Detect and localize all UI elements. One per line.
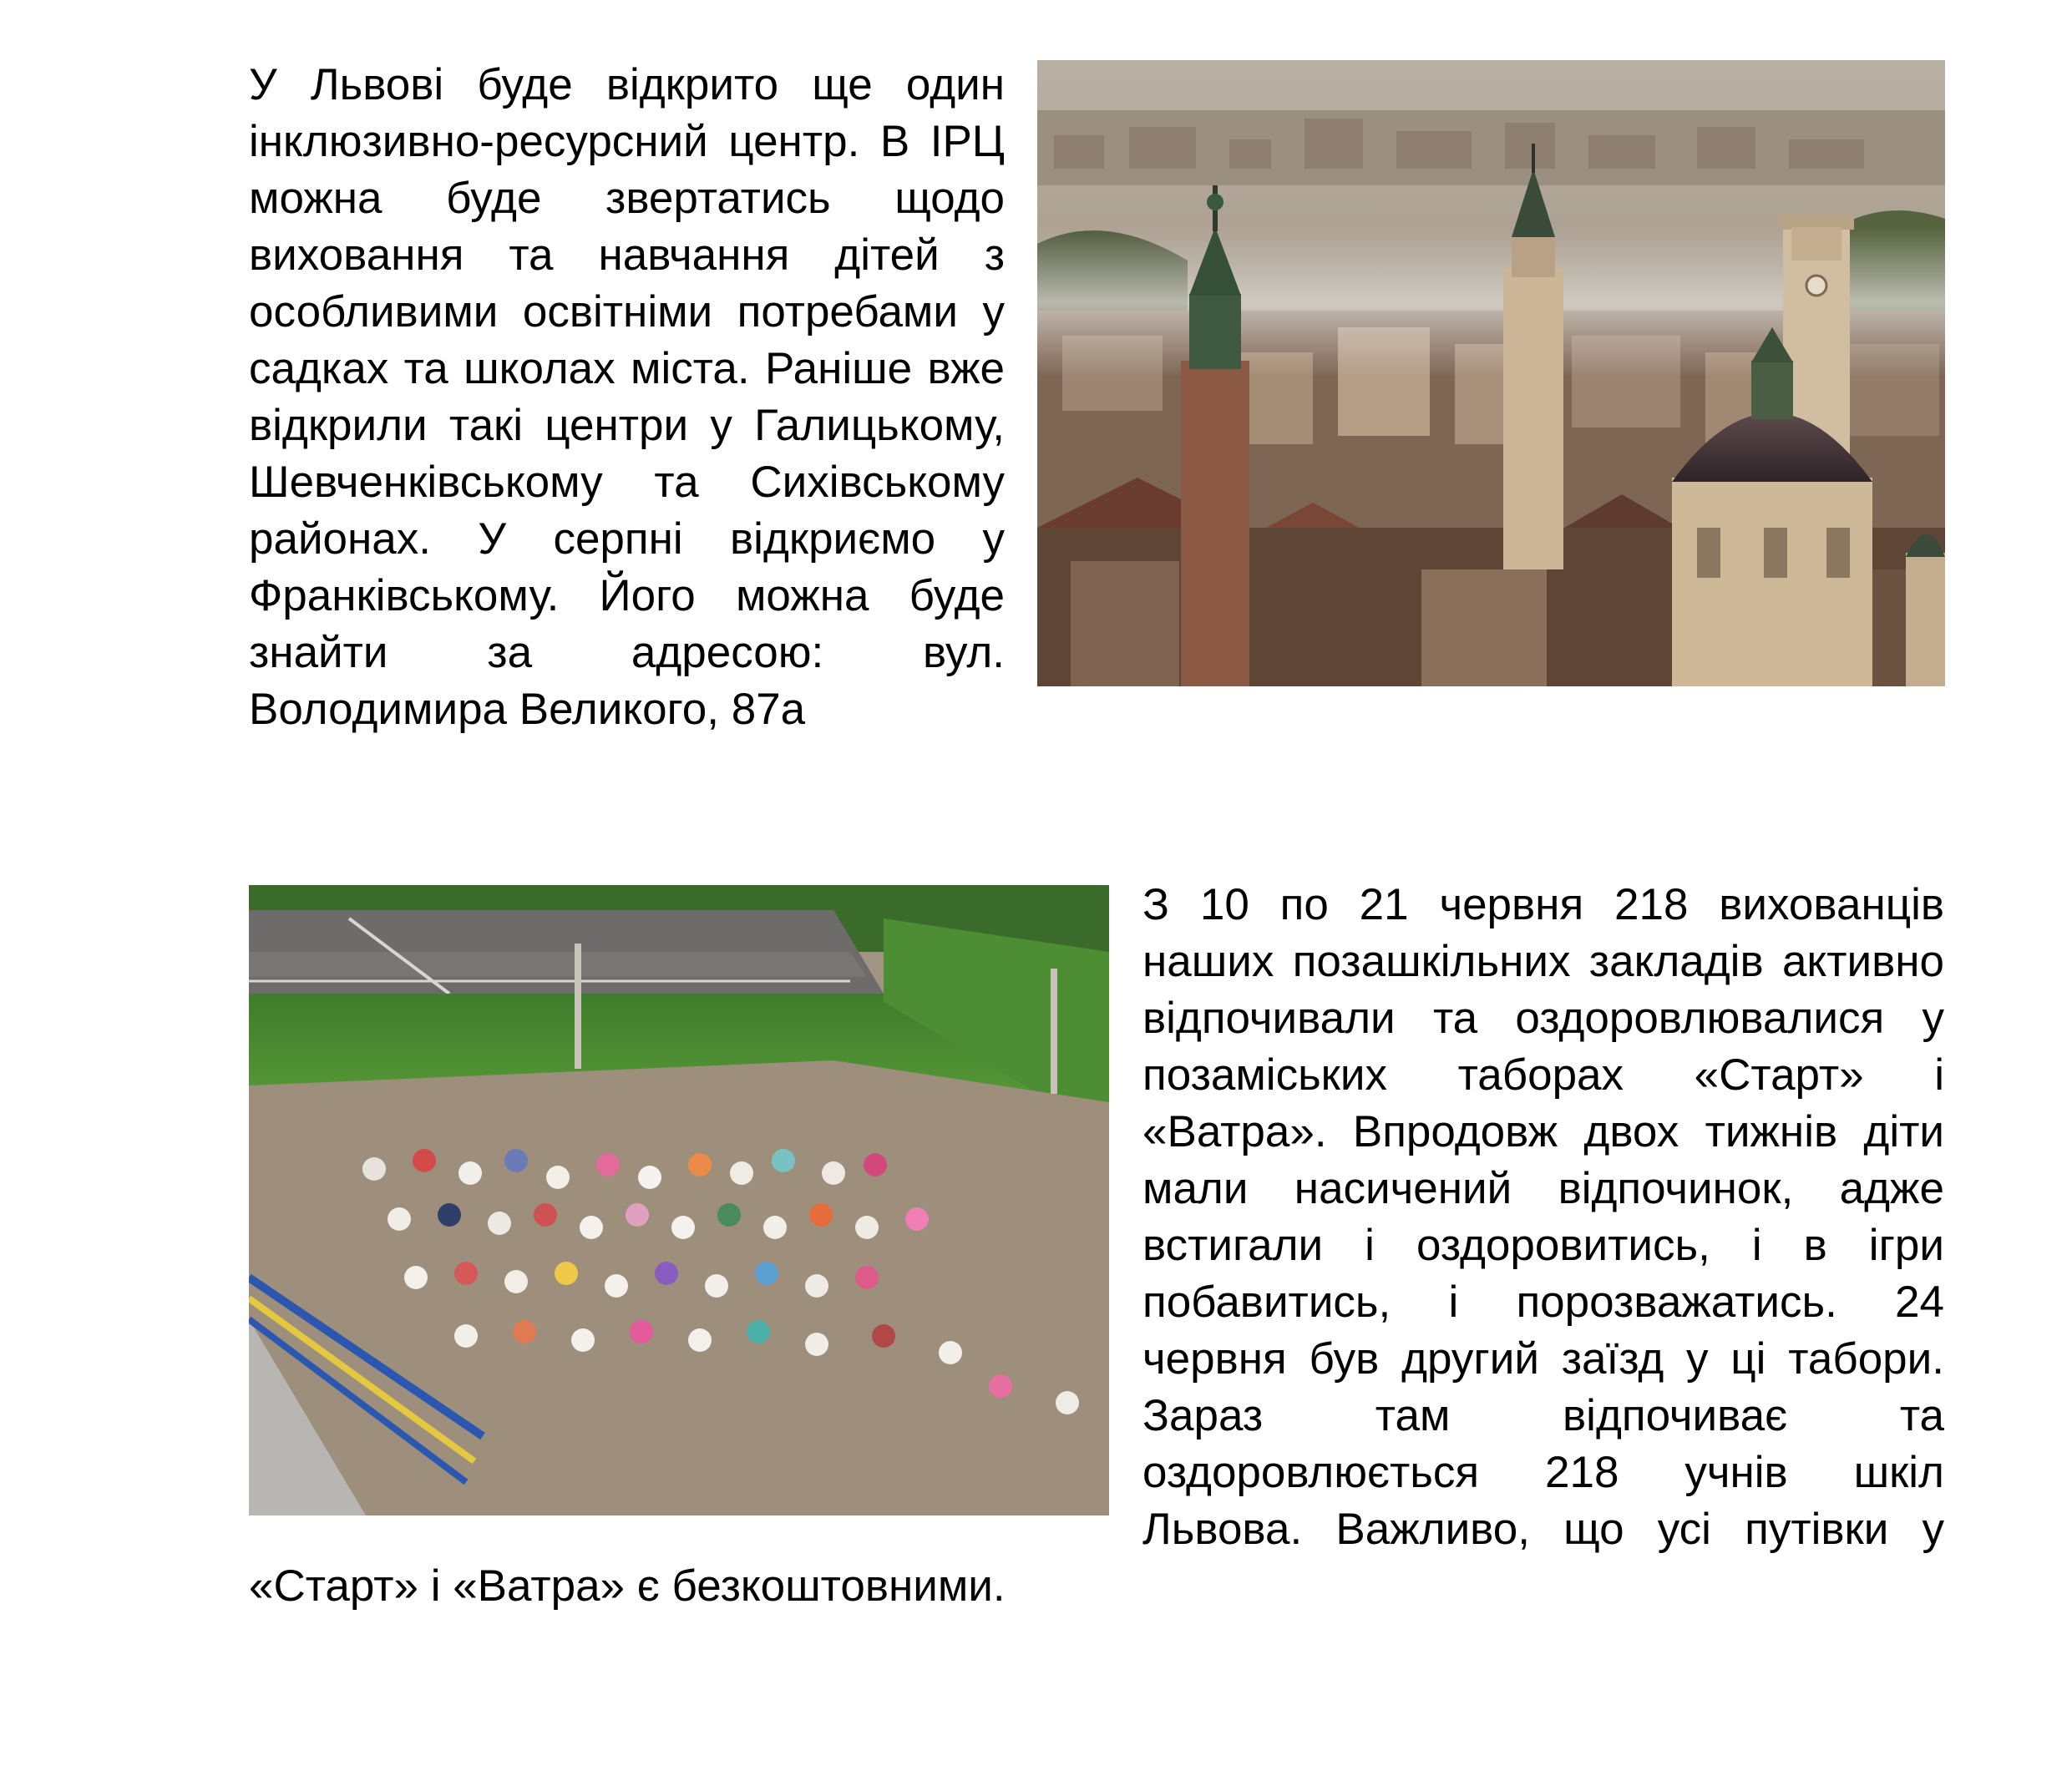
article-summer-camps-text: З 10 по 21 червня 218 вихованців наших позашкільних закладів активно відпочивали та оздоровлювалися у позаміських таборах «Старт» і «Ватра». Впродовж двох тижнів діти мали насичений відпочинок, адже встигали і оздоровитись, і в ігри побавитись, і порозважатись. 24 червня був другий заїзд у ці табори. Зараз там відпочиває та оздоровлюється 218 учнів шкіл Львова. Важливо, що усі путівки у «Старт» і «Ватра» є безкоштовними. (249, 880, 1944, 1611)
article-inclusive-center-text: У Львові буде відкрито ще один інклюзивно-ресурсний центр. В ІРЦ можна буде звертатись щодо виховання та навчання дітей з особливими освітніми потребами у садках та школах міста. Раніше вже відкрили такі центри у Галицькому, Шевченківському та Сихівському районах. У серпні відкриємо у Франківському. Його можна буде знайти за адресою: вул. Володимира Великого, 87а (249, 60, 1005, 734)
article-summer-camps (249, 877, 1944, 1615)
lviv-cityscape-photo (1037, 60, 1945, 686)
summer-camp-dance-photo (249, 885, 1109, 1515)
